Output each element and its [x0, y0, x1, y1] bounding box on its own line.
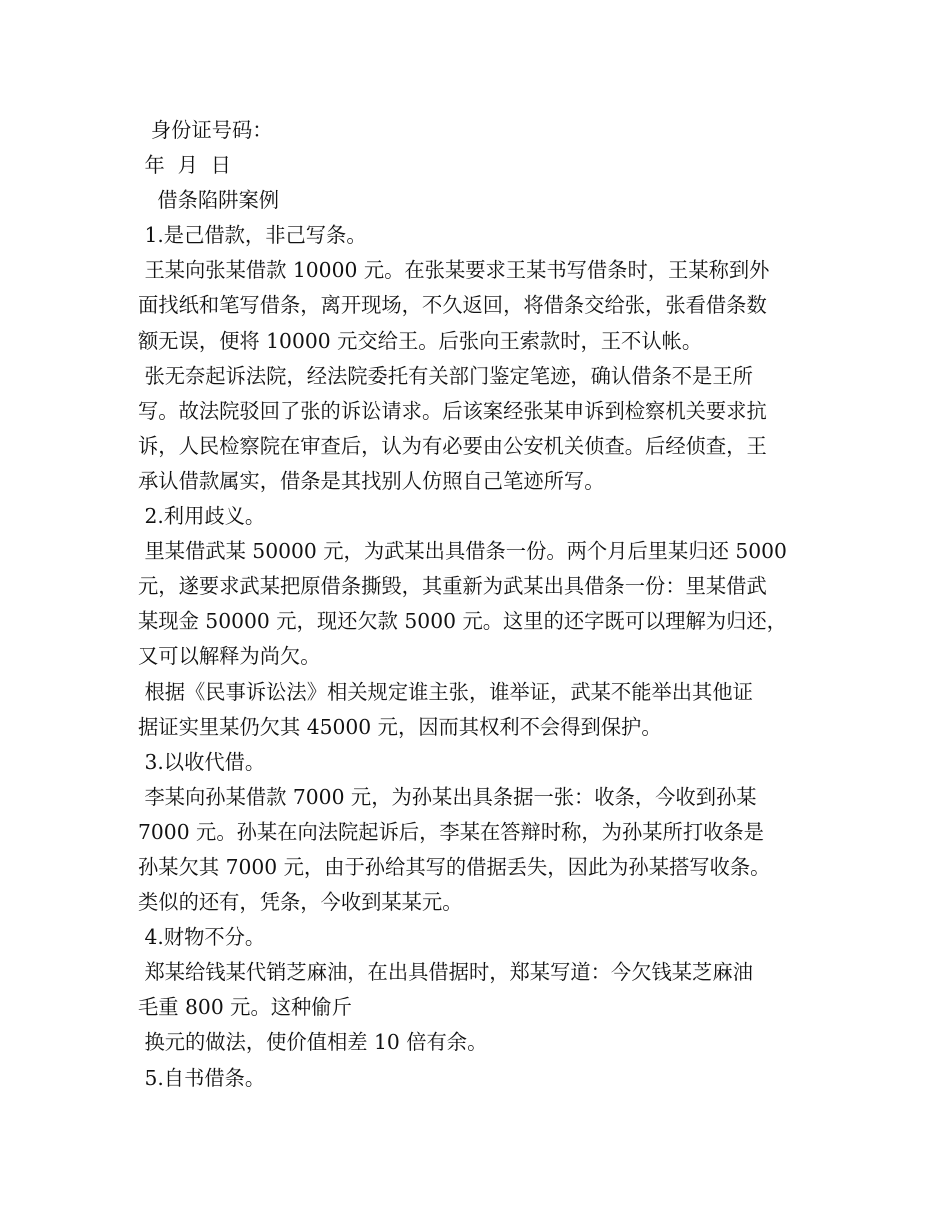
- body-text-line: 类似的还有，凭条，今收到某某元。: [138, 890, 463, 915]
- body-text-line: 张无奈起诉法院，经法院委托有关部门鉴定笔迹，确认借条不是王所: [138, 363, 753, 388]
- body-text-line: 孙某欠其 7000 元，由于孙给其写的借据丢失，因此为孙某搭写收条。: [138, 854, 771, 879]
- body-text-line: 李某向孙某借款 7000 元，为孙某出具条据一张：收条，今收到孙某: [138, 784, 757, 809]
- body-text-line: 根据《民事诉讼法》相关规定谁主张，谁举证，武某不能举出其他证: [138, 679, 753, 704]
- case-2-heading: 2.利用歧义。: [138, 504, 266, 529]
- body-text-line: 换元的做法，使价值相差 10 倍有余。: [138, 1030, 488, 1055]
- body-text-line: 诉，人民检察院在审查后，认为有必要由公安机关侦查。后经侦查，王: [138, 433, 767, 458]
- body-text-line: 据证实里某仍欠其 45000 元，因而其权利不会得到保护。: [138, 714, 662, 739]
- id-number-label: 身份证号码：: [138, 118, 273, 142]
- body-text-line: 某现金 50000 元，现还欠款 5000 元。这里的还字既可以理解为归还，: [138, 609, 787, 634]
- body-text-line: 毛重 800 元。这种偷斤: [138, 995, 352, 1020]
- date-line: 年 月 日: [138, 153, 232, 178]
- case-4-heading: 4.财物不分。: [138, 925, 266, 950]
- body-text-line: 面找纸和笔写借条，离开现场，不久返回，将借条交给张，张看借条数: [138, 293, 767, 318]
- body-text-line: 承认借款属实，借条是其找别人仿照自己笔迹所写。: [138, 468, 605, 493]
- body-text-line: 额无误，便将 10000 元交给王。后张向王索款时，王不认帐。: [138, 328, 703, 353]
- body-text-line: 里某借武某 50000 元，为武某出具借条一份。两个月后里某归还 5000: [138, 539, 787, 564]
- case-1-heading: 1.是己借款，非己写条。: [138, 223, 367, 248]
- body-text-line: 7000 元。孙某在向法院起诉后，李某在答辩时称，为孙某所打收条是: [138, 819, 764, 844]
- case-5-heading: 5.自书借条。: [138, 1065, 266, 1090]
- document-body: [138, 113, 814, 1096]
- body-text-line: 又可以解释为尚欠。: [138, 644, 321, 669]
- case-3-heading: 3.以收代借。: [138, 749, 266, 774]
- body-text-line: 郑某给钱某代销芝麻油，在出具借据时，郑某写道：今欠钱某芝麻油: [138, 960, 753, 985]
- body-text-line: 王某向张某借款 10000 元。在张某要求王某书写借条时，王某称到外: [138, 258, 770, 283]
- body-text-line: 元，遂要求武某把原借条撕毁，其重新为武某出具借条一份：里某借武: [138, 574, 767, 599]
- section-title: 借条陷阱案例: [138, 188, 280, 213]
- body-text-line: 写。故法院驳回了张的诉讼请求。后该案经张某申诉到检察机关要求抗: [138, 398, 767, 423]
